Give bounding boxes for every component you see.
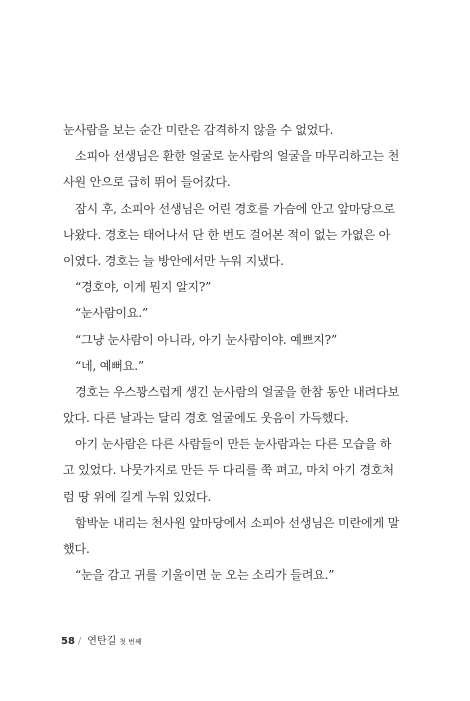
text-line: 나왔다. 경호는 태어나서 단 한 번도 걸어본 적이 없는 가엾은 아 [63, 227, 391, 242]
edition-label: 첫 번째 [119, 638, 142, 646]
text-line: 했다. [63, 542, 90, 556]
body-text [63, 117, 408, 588]
dialogue-line: “눈을 감고 귀를 기울이면 눈 오는 소리가 들려요.” [75, 568, 335, 583]
text-line: 럼 땅 위에 길게 누워 있었다. [63, 489, 212, 504]
dialogue-line: “그냥 눈사람이 아니라, 아기 눈사람이야. 예쁘지?” [75, 332, 337, 347]
footer-separator: / [77, 636, 82, 647]
text-line: 았다. 다른 날과는 달리 경호 얼굴에도 웃음이 가득했다. [63, 411, 349, 426]
text-line: 소피아 선생님은 환한 얼굴로 눈사람의 얼굴을 마무리하고는 천 [75, 149, 400, 164]
text-line: 아기 눈사람은 다른 사람들이 만든 눈사람과는 다른 모습을 하 [75, 437, 392, 452]
dialogue-line: “네, 예뻐요.” [75, 358, 144, 373]
text-line: 경호는 우스꽝스럽게 생긴 눈사람의 얼굴을 한참 동안 내려다보 [75, 384, 400, 399]
text-line: 이였다. 경호는 늘 방안에서만 누워 지냈다. [63, 253, 284, 268]
dialogue-line: “눈사람이요.” [75, 306, 149, 321]
text-line: 사원 안으로 급히 뛰어 들어갔다. [63, 175, 231, 190]
page-footer [61, 632, 142, 647]
text-line: 함박눈 내리는 천사원 앞마당에서 소피아 선생님은 미란에게 말 [75, 515, 400, 530]
book-title: 연탄길 [87, 636, 117, 647]
text-line: 눈사람을 보는 순간 미란은 감격하지 않을 수 없었다. [63, 123, 334, 137]
text-line: 고 있었다. 나뭇가지로 만든 두 다리를 쭉 펴고, 마치 아기 경호처 [63, 463, 394, 478]
page-number: 58 [61, 636, 75, 647]
text-line: 잠시 후, 소피아 선생님은 어린 경호를 가슴에 안고 앞마당으로 [75, 201, 395, 216]
dialogue-line: “경호야, 이게 뭔지 알지?” [75, 280, 212, 295]
